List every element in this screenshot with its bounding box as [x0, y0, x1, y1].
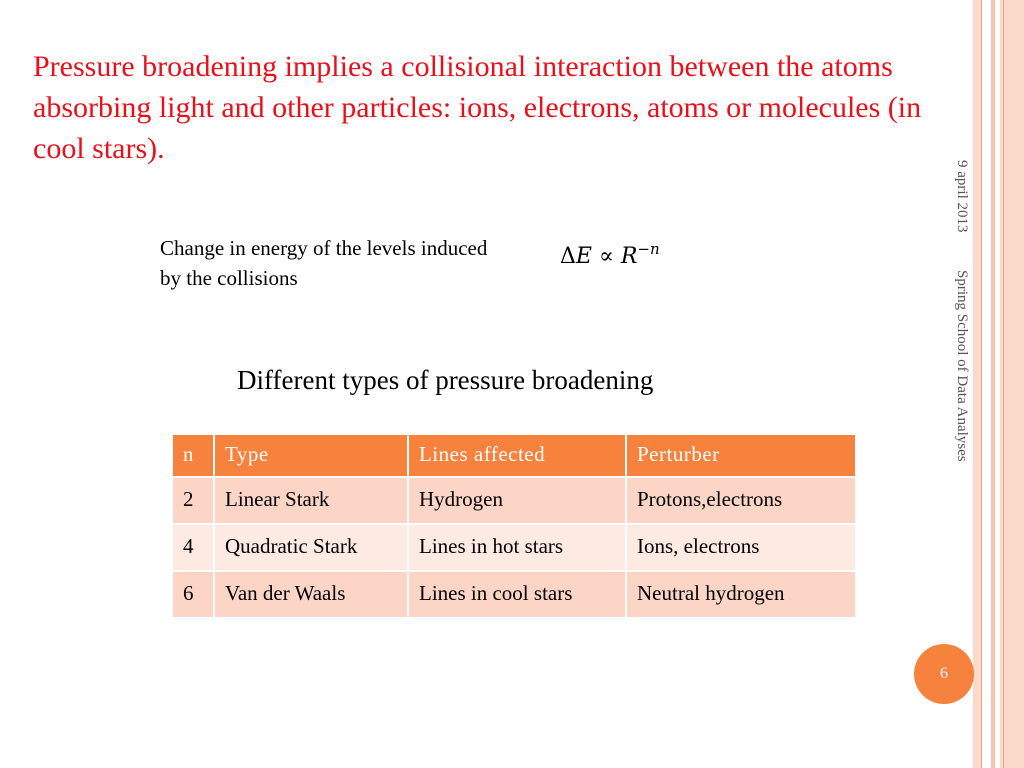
side-date: 9 april 2013: [954, 160, 970, 233]
formula-exponent: −n: [637, 240, 660, 258]
cell-n: 4: [172, 524, 214, 571]
cell-type: Quadratic Stark: [214, 524, 408, 571]
cell-n: 6: [172, 571, 214, 618]
table-row: [172, 571, 856, 618]
cell-perturber: Protons,electrons: [626, 477, 856, 524]
decor-stripe: [973, 0, 981, 768]
side-school-name: Spring School of Data Analyses: [954, 270, 970, 462]
cell-n: 2: [172, 477, 214, 524]
energy-change-note: Change in energy of the levels induced by the collisions: [160, 236, 488, 290]
header-n: n: [172, 434, 214, 477]
slide-title: Pressure broadening implies a collisional interaction between the atoms absorbing light and other particles: ions, electrons, atoms or molecules (in cool stars).: [33, 50, 922, 165]
cell-perturber: Neutral hydrogen: [626, 571, 856, 618]
cell-type: Van der Waals: [214, 571, 408, 618]
formula: [560, 240, 660, 269]
decor-stripe: [982, 0, 991, 768]
cell-lines-affected: Hydrogen: [408, 477, 626, 524]
cell-perturber: Ions, electrons: [626, 524, 856, 571]
cell-lines-affected: Lines in cool stars: [408, 571, 626, 618]
table-row: [172, 477, 856, 524]
formula-delta: Δ: [560, 244, 576, 269]
table-caption: Different types of pressure broadening: [237, 365, 654, 395]
page-number-badge: [914, 644, 974, 704]
formula-r: R: [620, 244, 638, 269]
table-header-row: [172, 434, 856, 477]
header-perturber: Perturber: [626, 434, 856, 477]
formula-e: E: [575, 244, 592, 269]
formula-proportional: ∝: [591, 244, 621, 269]
cell-lines-affected: Lines in hot stars: [408, 524, 626, 571]
table-row: [172, 524, 856, 571]
page-number: 6: [940, 665, 948, 682]
decor-stripe: [1003, 0, 1004, 768]
broadening-types-table: [171, 433, 857, 619]
header-lines-affected: Lines affected: [408, 434, 626, 477]
cell-type: Linear Stark: [214, 477, 408, 524]
header-type: Type: [214, 434, 408, 477]
